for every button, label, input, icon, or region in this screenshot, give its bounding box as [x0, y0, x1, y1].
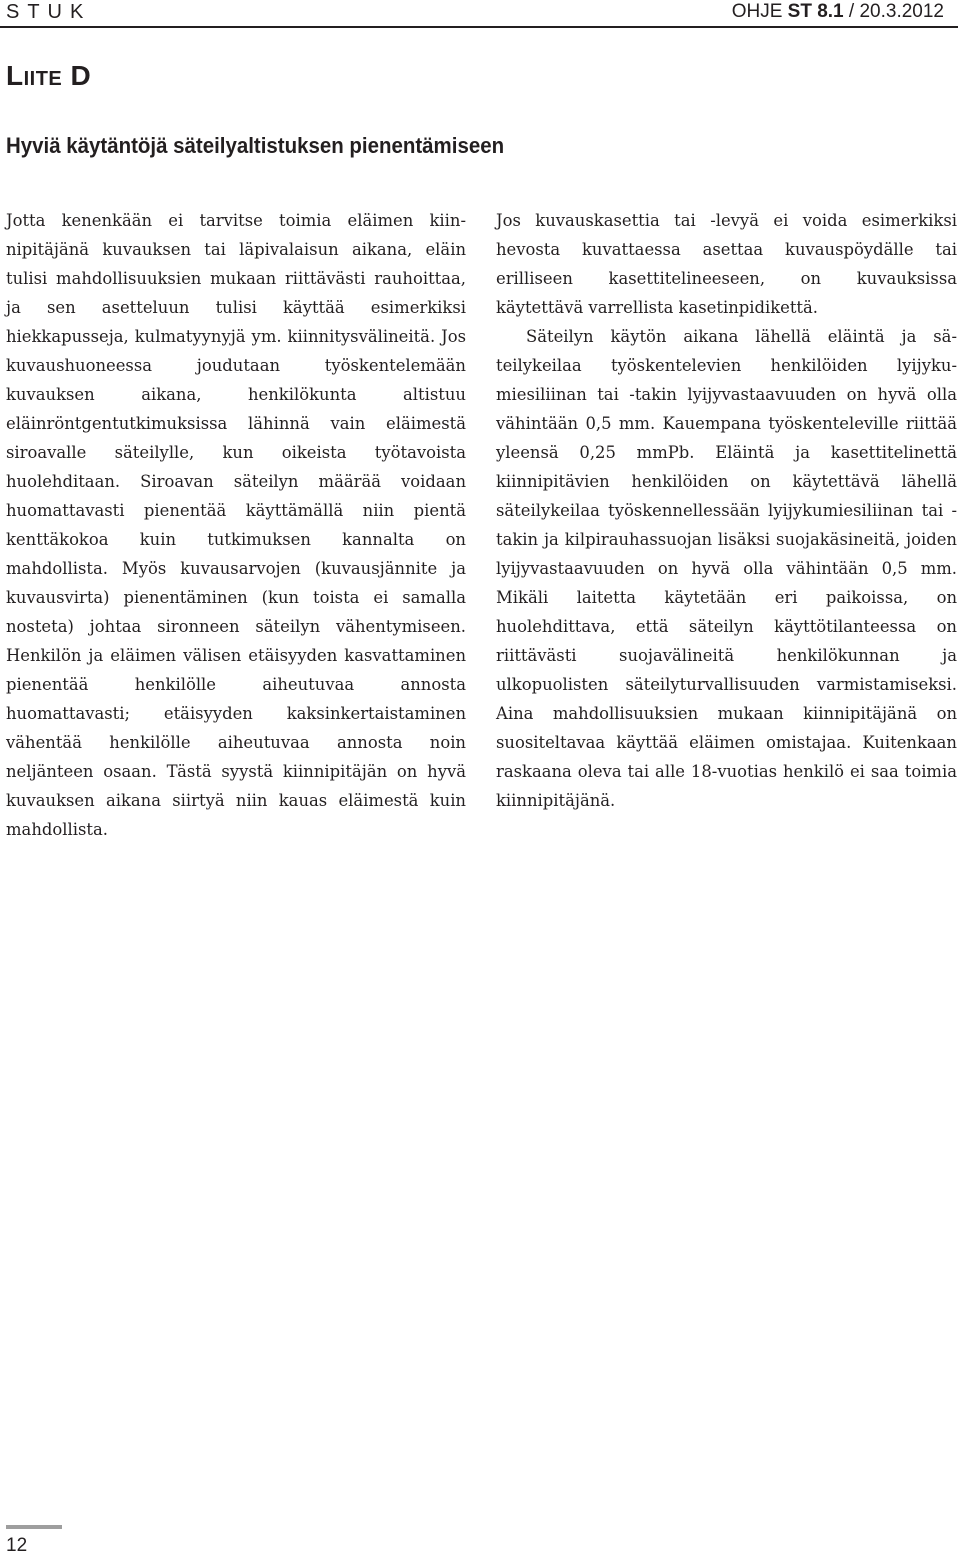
header-rule	[0, 26, 958, 28]
left-paragraph: Jotta kenenkään ei tarvitse toimia eläimen kiinnipitäjänä kuvauksen tai läpivalaisun aikana, eläin tulisi mahdollisuuksien mukaan riittävästi rauhoittaa, ja sen asetteluun tulisi käyttää esimerkiksi hiekkapusseja, kulmatyynyjä ym. kiinnitysvälineitä. Jos kuvaushuoneessa joudutaan työskentelemään kuvauksen aikana, henkilökunta altistuu eläinröntgentutkimuksissa lähinnä vain eläimestä siroavalle säteilylle, kun oikeista työtavoista huolehditaan. Siroavan säteilyn määrää voidaan huomattavasti pienentää käyttämällä niin pientä kenttäkokoa kuin tutkimuksen kannalta on mahdollista. Myös kuvausarvojen (kuvausjännite ja kuvausvirta) pienentäminen (kun toista ei samalla nosteta) johtaa sironneen säteilyn vähentymiseen. Henkilön ja eläimen välisen etäisyyden kasvattaminen pienentää henkilölle aiheutuvaa annosta huomattavasti; etäisyyden kaksinkertaistaminen vähentää henkilölle aiheutuvaa annosta noin neljänteen osaan. Tästä syystä kiinnipitäjän on hyvä kuvauksen aikana siirtyä niin kauas eläimestä kuin mahdollista.	[6, 211, 466, 839]
right-column	[496, 206, 957, 815]
page-number: 12	[6, 1535, 28, 1556]
guide-reference	[732, 0, 944, 24]
guide-prefix: OHJE	[731, 1, 788, 22]
section-title: Hyviä käytäntöjä säteilyaltistuksen pienentämiseen	[6, 133, 505, 158]
footer-rule	[6, 1525, 62, 1529]
left-column	[6, 206, 466, 844]
page-header	[0, 0, 960, 24]
organization-name: STUK	[6, 1, 92, 23]
guide-date: / 20.3.2012	[843, 1, 944, 22]
right-paragraph: Säteilyn käytön aikana lähellä eläintä ja säteilykeilaa työskentelevien henkilöiden lyijykumiesiliinan tai -takin lyijyvastaavuuden on hyvä olla vähintään 0,5 mm. Kauempana työskenteleville riittää yleensä 0,25 mmPb. Eläintä ja kasettitelinettä kiinnipitävien henkilöiden on käytettävä lähellä säteilykeilaa työskennellessään lyijykumiesiliinan tai -takin ja kilpirauhassuojan lisäksi suojakäsineitä, joiden lyijyvastaavuuden on hyvä olla vähintään 0,5 mm. Mikäli laitetta käytetään eri paikoissa, on huolehdittava, että säteilyn käyttötilanteessa on riittävästi suojavälineitä henkilökunnan ja ulkopuolisten säteilyturvallisuuden varmistamiseksi. Aina mahdollisuuksien mukaan kiinnipitäjänä on suositeltavaa käyttää eläimen omistajaa. Kuitenkaan raskaana oleva tai alle 18-vuotias henkilö ei saa toimia kiinnipitäjänä.	[496, 327, 957, 810]
right-paragraph: Jos kuvauskasettia tai -levyä ei voida esimerkiksi hevosta kuvattaessa asettaa kuvauspöydälle tai erilliseen kasettitelineeseen, on kuvauksissa käytettävä varrellista kasetinpidikettä.	[496, 211, 957, 317]
appendix-label: Liite D	[6, 60, 92, 91]
guide-code: ST 8.1	[787, 1, 844, 22]
